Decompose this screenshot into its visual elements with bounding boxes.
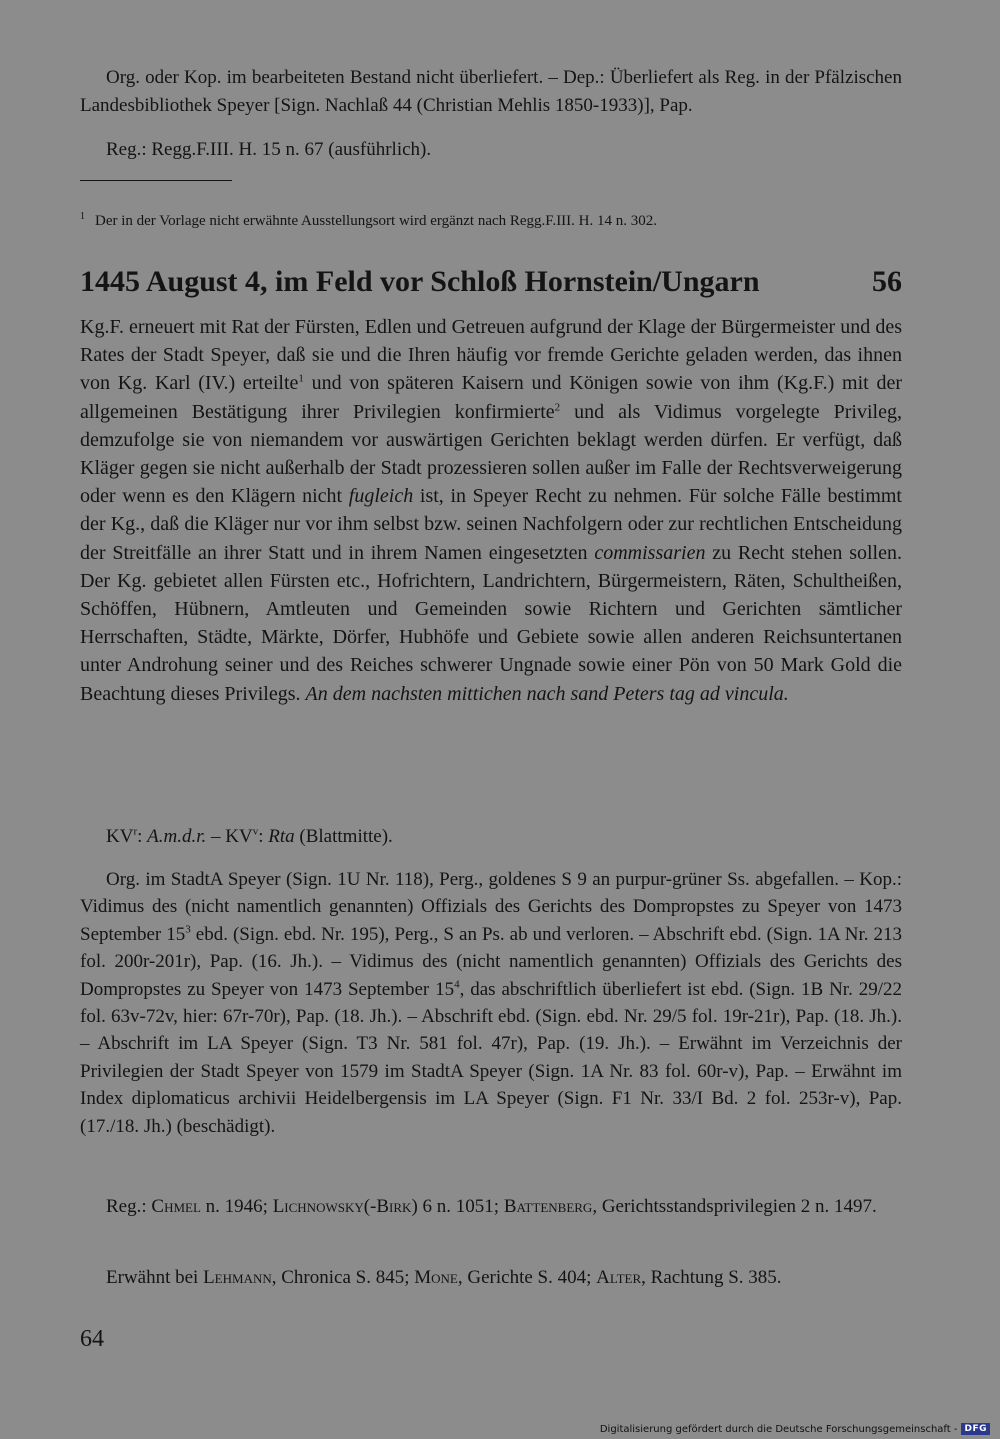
author: Battenberg [503,1196,593,1217]
ref-text: , Gerichte S. 404; [457,1267,597,1288]
transmission-text: , das abschriftlich überliefert ist ebd. (Sign. 1B Nr. 29/22 fol. 63v-72v, hier: 67r-70r), Pap. (18. Jh.). – Abschrift ebd. (Sign. ebd. Nr. 29/5 fol. 19r-21r), Pap. (18. Jh.). – Abschrift im LA Speyer (Sign. T3 Nr. 581 fol. 47r), Pap. (19. Jh.). – Erwähnt im Verzeichnis der Privilegien der Stadt Speyer von 1579 im StadtA Speyer (Sign. 1A Nr. 83 fol. 60r-v), Pap. – Erwähnt im Index diplomaticus archivii Heidelbergensis im LA Speyer (Sign. F1 Nr. 33/I Bd. 2 fol. 253r-v), Pap. (17./18. Jh.) (beschädigt). [80,978,902,1137]
footnote-marker: 1 [80,211,85,222]
mentioned-in [80,1264,902,1292]
body-text: zu Recht stehen sollen. Der Kg. gebietet allen Fürsten etc., Hofrichtern, Landrichtern, Bürgermeistern, Räten, Schultheißen, Schöffen, Hübnern, Amtleuten und Gemeinden sowie Richtern und Gerichten sämtlicher Herrschaften, Städte, Märkte, Dörfer, Hubhöfe und Gebiete sowie allen anderen Reichsuntertanen unter Androhung seiner und des Reiches schwerer Ungnade sowie einer Pön von 50 Mark Gold die Beachtung dieses Privilegs. [80,541,902,705]
kv-value: A.m.d.r. [147,826,207,847]
footnote-divider [80,180,232,181]
kv-sup: v [252,825,259,838]
body-text: ist, in Speyer Recht zu nehmen. Für solche Fälle bestimmt der Kg., daß die Kläger nur vor ihm selbst bzw. seinen Nachfolgern oder zur rechtlichen Entscheidung der Streitfälle an ihrer Statt und in ihrem Namen eingesetzten [80,485,902,564]
author: Chmel [151,1196,201,1217]
body-text: Kg.F. erneuert mit Rat der Fürsten, Edlen und Getreuen aufgrund der Klage der Bürgermeister und des Rates der Stadt Speyer, daß sie und die Ihren häufig vor fremde Gerichte geladen werden, das ihnen von Kg. Karl (IV.) erteilte [80,316,902,395]
author: Mone [414,1267,458,1288]
body-text: und als Vidimus vorgelegte Privileg, demzufolge sie von niemandem vor auswärtigen Gerichten beklagt werden dürfen. Er verfügt, daß Kläger gegen sie nicht außerhalb der Stadt prozessieren sollen außer im Falle der Rechtsverweigerung oder wenn es den Klägern nicht [80,400,902,508]
ref-text: n. 1946; [200,1196,273,1217]
transmission-text: ebd. (Sign. ebd. Nr. 195), Perg., S an Ps. ab und verloren. – Abschrift ebd. (Sign. 1A Nr. 213 fol. 200r-201r), Pap. (16. Jh.). – Vidimus des (nicht namentlich genannten) Offizials des Gerichts des Dompropstes zu Speyer von 1473 September 15 [80,923,902,1000]
kv-text: (Blattmitte). [294,826,393,847]
entry-heading [80,262,902,302]
kv-sup: r [133,825,138,838]
credit-text: Digitalisierung gefördert durch die Deutsche Forschungsgemeinschaft - [599,1423,958,1435]
prior-entry-transmission: Org. oder Kop. im bearbeiteten Bestand nicht überliefert. – Dep.: Überliefert als Reg. in der Pfälzischen Landesbibliothek Speyer [Sign. Nachlaß 44 (Christian Mehlis 1850-1933)], Pap. [80,67,902,116]
entry-number: 56 [872,265,902,298]
dating-clause: An dem nachsten mittichen nach sand Peters tag ad vincula. [305,682,789,705]
dfg-logo: DFG [961,1423,990,1435]
entry-date-place: 1445 August 4, im Feld vor Schloß Hornstein/Ungarn [80,265,760,298]
kv-label: KV [106,826,134,847]
entry-body [80,313,902,708]
ref-text: , Rachtung S. 385. [641,1267,782,1288]
author: Lehmann [203,1267,272,1288]
footnote-ref: 1 [298,372,304,385]
page-number: 64 [80,1326,104,1352]
ref-label: Reg.: [106,1196,152,1217]
chancery-notes: $KV^r$: A.m.d.r. – $KV^v$: Rta (Blattmitte). [106,825,393,847]
transmission-notes [80,866,902,1140]
quoted-word: commissarien [594,541,706,564]
author: Lichnowsky(-Birk) [272,1196,418,1217]
regest-references [80,1193,902,1221]
prior-entry-regest: Reg.: Regg.F.III. H. 15 n. 67 (ausführlich). [106,139,432,160]
ref-text: , Gerichtsstandsprivilegien 2 n. 1497. [592,1196,877,1217]
footnote-ref: 3 [185,923,191,936]
kv-label: KV [225,826,253,847]
footnote-ref: 2 [554,400,561,413]
footnote [80,206,902,232]
quoted-word: fugleich [348,485,414,508]
author: Alter [596,1267,642,1288]
ref-label: Erwähnt bei [106,1267,204,1288]
kv-value: Rta [268,826,295,847]
funding-credit [600,1423,990,1435]
footnote-text: Der in der Vorlage nicht erwähnte Ausstellungsort wird ergänzt nach Regg.F.III. H. 14 n. 302. [95,213,658,229]
footnote-ref: 4 [454,978,460,991]
kv-separator: – [206,826,226,847]
body-text: und von späteren Kaisern und Königen sowie von ihm (Kg.F.) mit der allgemeinen Bestätigung ihrer Privilegien konfirmierte [80,372,902,423]
transmission-text: Org. im StadtA Speyer (Sign. 1U Nr. 118), Perg., goldenes S 9 an purpur-grüner Ss. abgefallen. – Kop.: Vidimus des (nicht namentlich genannten) Offizials des Gerichts des Dompropstes zu Speyer von 1473 September 15 [80,869,902,945]
ref-text: , Chronica S. 845; [271,1267,415,1288]
ref-text: 6 n. 1051; [417,1196,504,1217]
